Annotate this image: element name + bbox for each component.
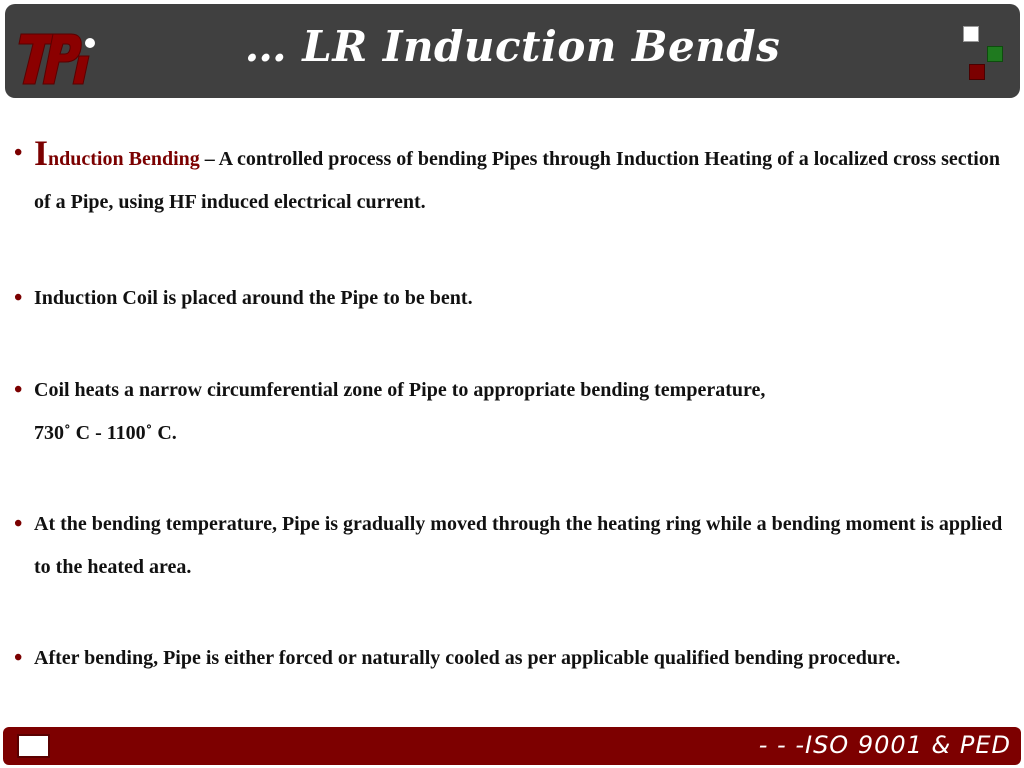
temperature-range: 730˚ C - 1100˚ C. (34, 422, 177, 444)
bullet-text: After bending, Pipe is either forced or naturally cooled as per applicable qualified bending procedure. (34, 647, 901, 669)
decorative-squares-icon (963, 26, 1008, 84)
bullet-dot-icon: • (14, 140, 23, 166)
title-bar (5, 4, 1020, 98)
drop-initial: I (34, 133, 49, 173)
key-term: nduction Bending (48, 148, 200, 170)
bullet-item-2 (14, 277, 1004, 320)
bullet-item-5 (14, 637, 1004, 680)
footer-square-icon (17, 734, 50, 758)
bullet-text: – A controlled process of bending Pipes through Induction Heating of a localized cross section of a Pipe, using HF induced electrical current. (34, 148, 1000, 213)
bullet-item-4 (14, 503, 1004, 589)
bullet-dot-icon: • (14, 377, 23, 403)
bullet-item-3 (14, 369, 1004, 455)
bullet-text: Coil heats a narrow circumferential zone of Pipe to appropriate bending temperature, (34, 379, 766, 401)
bullet-text: At the bending temperature, Pipe is gradually moved through the heating ring while a bending moment is applied to the heated area. (34, 513, 1003, 578)
bullet-dot-icon: • (14, 645, 23, 671)
bullet-dot-icon: • (14, 511, 23, 537)
slide-title: … LR Induction Bends (244, 22, 781, 71)
footer-bar (3, 727, 1021, 765)
bullet-dot-icon: • (14, 285, 23, 311)
footer-certification: - - -ISO 9001 & PED (758, 731, 1011, 759)
bullet-text: Induction Coil is placed around the Pipe to be bent. (34, 287, 473, 309)
bullet-item-1 (14, 132, 1004, 224)
